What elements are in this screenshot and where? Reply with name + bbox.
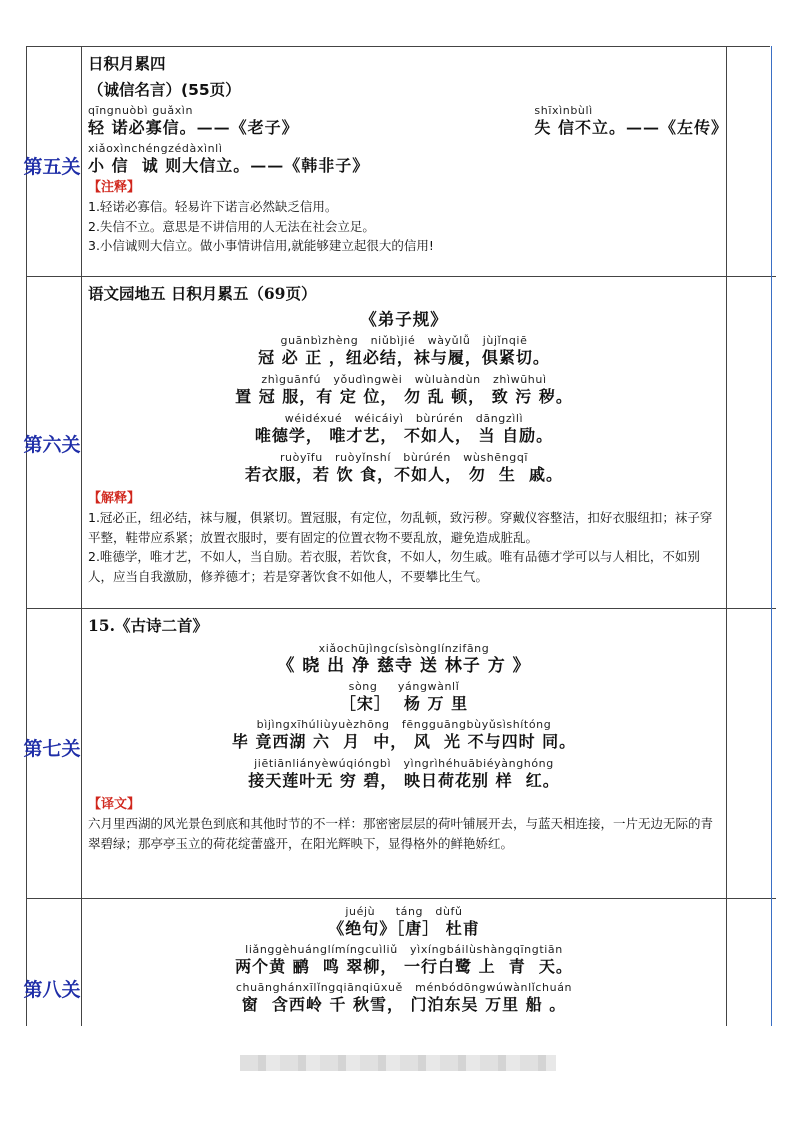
author: ［宋］ 杨 万 里 <box>339 694 469 713</box>
poem-line-pinyin: zhìguānfú yǒudìngwèi wùluàndùn zhìwūhuì <box>261 373 547 386</box>
poem-line: 接天莲叶无 穷 碧， 映日荷花别 样 红。 <box>248 771 560 790</box>
col-border <box>81 46 82 1026</box>
quote-1-text: 轻 诺必寡信。——《老子》 <box>88 118 299 137</box>
poem-line: 置 冠 服，有 定 位， 勿 乱 顿， 致 污 秽。 <box>235 387 573 406</box>
quote-1-pinyin: qīngnuòbì guǎxìn <box>88 104 194 117</box>
quote-2-pinyin: shīxìnbùlì <box>534 104 593 117</box>
poem-line: 唯德学， 唯才艺， 不如人， 当 自励。 <box>254 426 554 445</box>
note-line: 1.轻诺必寡信。轻易许下诺言必然缺乏信用。 <box>88 199 338 214</box>
quote-3-pinyin: xiǎoxìnchéngzédàxìnlì <box>88 142 223 155</box>
quote-3-text: 小 信 诚 则大信立。——《韩非子》 <box>88 156 370 175</box>
row-border-top <box>26 46 770 47</box>
section-title: 日积月累四 <box>88 55 166 73</box>
level-label: 第五关 <box>23 156 81 178</box>
section-7-content <box>88 614 720 853</box>
poem-title: 《绝句》［唐］ 杜甫 <box>328 919 480 938</box>
author-pinyin: sòng yángwànlǐ <box>348 680 460 693</box>
note-tag: 【译文】 <box>88 797 141 812</box>
poem-line-pinyin: jiētiānliányèwúqióngbì yìngrìhéhuābiéyànghóng <box>254 757 554 770</box>
section-8-content <box>88 905 720 1016</box>
row-border <box>26 276 776 277</box>
poem-title: 《 晓 出 净 慈寺 送 林子 方 》 <box>277 656 531 676</box>
poem-title: 《弟子规》 <box>360 310 448 329</box>
quote-2-text: 失 信不立。——《左传》 <box>534 118 728 137</box>
section-title: 15.《古诗二首》 <box>88 616 208 635</box>
note-line: 3.小信诚则大信立。做小事情讲信用,就能够建立起很大的信用! <box>88 238 434 253</box>
section-6-content <box>88 282 720 586</box>
note-paragraph: 2.唯德学，唯才艺，不如人，当自励。若衣服，若饮食，不如人，勿生戚。唯有品德才学可以与人相比，不如别人，应当自我激励，修养德才；若是穿著饮食不如他人，不要攀比生气。 <box>88 549 700 584</box>
section-title: 语文园地五 日积月累五（69页） <box>88 284 317 303</box>
poem-line-pinyin: wéidéxué wéicáiyì bùrúrén dāngzìlì <box>284 412 524 425</box>
note-tag: 【解释】 <box>88 491 141 506</box>
note-paragraph: 1.冠必正，纽必结，袜与履，俱紧切。置冠服，有定位，勿乱顿，致污秽。穿戴仪容整洁，扣好衣服纽扣；袜子穿平整，鞋带应系紧；放置衣服时，要有固定的位置衣物不要乱放，避免造成脏乱。 <box>88 510 713 545</box>
poem-line-pinyin: bìjìngxīhúliùyuèzhōng fēngguāngbùyǔsìshítóng <box>256 718 552 731</box>
poem-line: 窗 含西岭 千 秋雪， 门泊东吴 万里 船 。 <box>241 995 567 1014</box>
poem-line-pinyin: liǎnggèhuánglímíngcuìliǔ yìxíngbáilùshàngqīngtiān <box>245 943 563 956</box>
poem-line: 两个黄 鹂 鸣 翠柳， 一行白鹭 上 青 天。 <box>235 957 573 976</box>
level-label: 第六关 <box>23 434 81 456</box>
col-border-right <box>771 46 772 1026</box>
poem-line-pinyin: chuānghánxīlǐngqiānqiūxuě ménbódōngwúwànlǐchuán <box>235 981 573 994</box>
quote-1 <box>88 104 299 139</box>
col-border <box>726 46 727 1026</box>
poem-line-pinyin: ruòyīfu ruòyǐnshí bùrúrén wùshēngqī <box>279 451 529 464</box>
blurred-watermark <box>240 1055 556 1071</box>
section-subtitle: （诚信名言）(55页） <box>88 81 241 99</box>
row-border <box>26 608 776 609</box>
level-label: 第七关 <box>23 738 81 760</box>
quote-2 <box>534 104 728 139</box>
poem-line: 冠 必 正 ，纽必结，袜与履，俱紧切。 <box>258 348 550 367</box>
col-border-left <box>26 46 27 1026</box>
poem-line: 若衣服，若 饮 食，不如人， 勿 生 戚。 <box>245 465 563 484</box>
note-paragraph: 六月里西湖的风光景色到底和其他时节的不一样：那密密层层的荷叶铺展开去，与蓝天相连接，一片无边无际的青翠碧绿；那亭亭玉立的荷花绽蕾盛开，在阳光辉映下，显得格外的鲜艳娇红。 <box>88 816 714 851</box>
poem-line: 毕 竟西湖 六 月 中， 风 光 不与四时 同。 <box>231 732 577 751</box>
note-line: 2.失信不立。意思是不讲信用的人无法在社会立足。 <box>88 218 375 234</box>
section-5-content <box>88 52 728 256</box>
poem-title-pinyin: juéjù táng dùfǔ <box>345 905 463 918</box>
quote-pair <box>88 104 728 139</box>
poem-title-pinyin: xiǎochūjìngcísìsònglínzifāng <box>318 642 490 655</box>
poem-line-pinyin: guānbìzhèng niǔbìjié wàyǔlǚ jùjǐnqiē <box>280 334 528 347</box>
row-border <box>26 898 776 899</box>
level-label: 第八关 <box>23 979 81 1001</box>
note-tag: 【注释】 <box>88 180 141 195</box>
